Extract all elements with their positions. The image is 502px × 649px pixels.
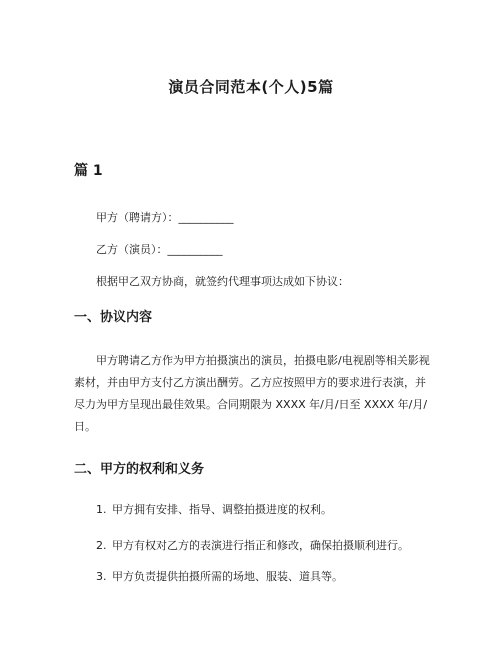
intro-paragraph: 根据甲乙双方协商，就签约代理事项达成如下协议： xyxy=(96,275,349,288)
list-item xyxy=(96,569,343,585)
agreement-paragraph: 甲方聘请乙方作为甲方拍摄演出的演员，拍摄电影/电视剧等相关影视素材，并由甲方支付乙方演出酬劳。乙方应按照甲方的要求进行表演，并尽力为甲方呈现出最佳效果。合同期限为 XXXX 年/月/日至 XXXX 年/月/日。 xyxy=(74,354,430,433)
list-number: 3. xyxy=(96,570,107,583)
list-item xyxy=(96,538,409,554)
heading-agreement-content: 一、协议内容 xyxy=(74,310,153,325)
party-b-line: 乙方（演员）：__________ xyxy=(96,243,223,256)
party-a-line: 甲方（聘请方）：__________ xyxy=(96,211,234,224)
list-text: 甲方负责提供拍摄所需的场地、服装、道具等。 xyxy=(112,570,343,583)
heading-party-a-rights: 二、甲方的权利和义务 xyxy=(74,462,205,477)
list-number: 2. xyxy=(96,539,107,552)
list-number: 1. xyxy=(96,503,107,516)
list-item xyxy=(96,502,332,518)
section-label: 篇 1 xyxy=(74,163,103,179)
list-text: 甲方拥有安排、指导、调整拍摄进度的权利。 xyxy=(112,503,332,516)
document-title: 演员合同范本(个人)5篇 xyxy=(168,78,334,96)
list-text: 甲方有权对乙方的表演进行指正和修改，确保拍摄顺利进行。 xyxy=(112,539,409,552)
